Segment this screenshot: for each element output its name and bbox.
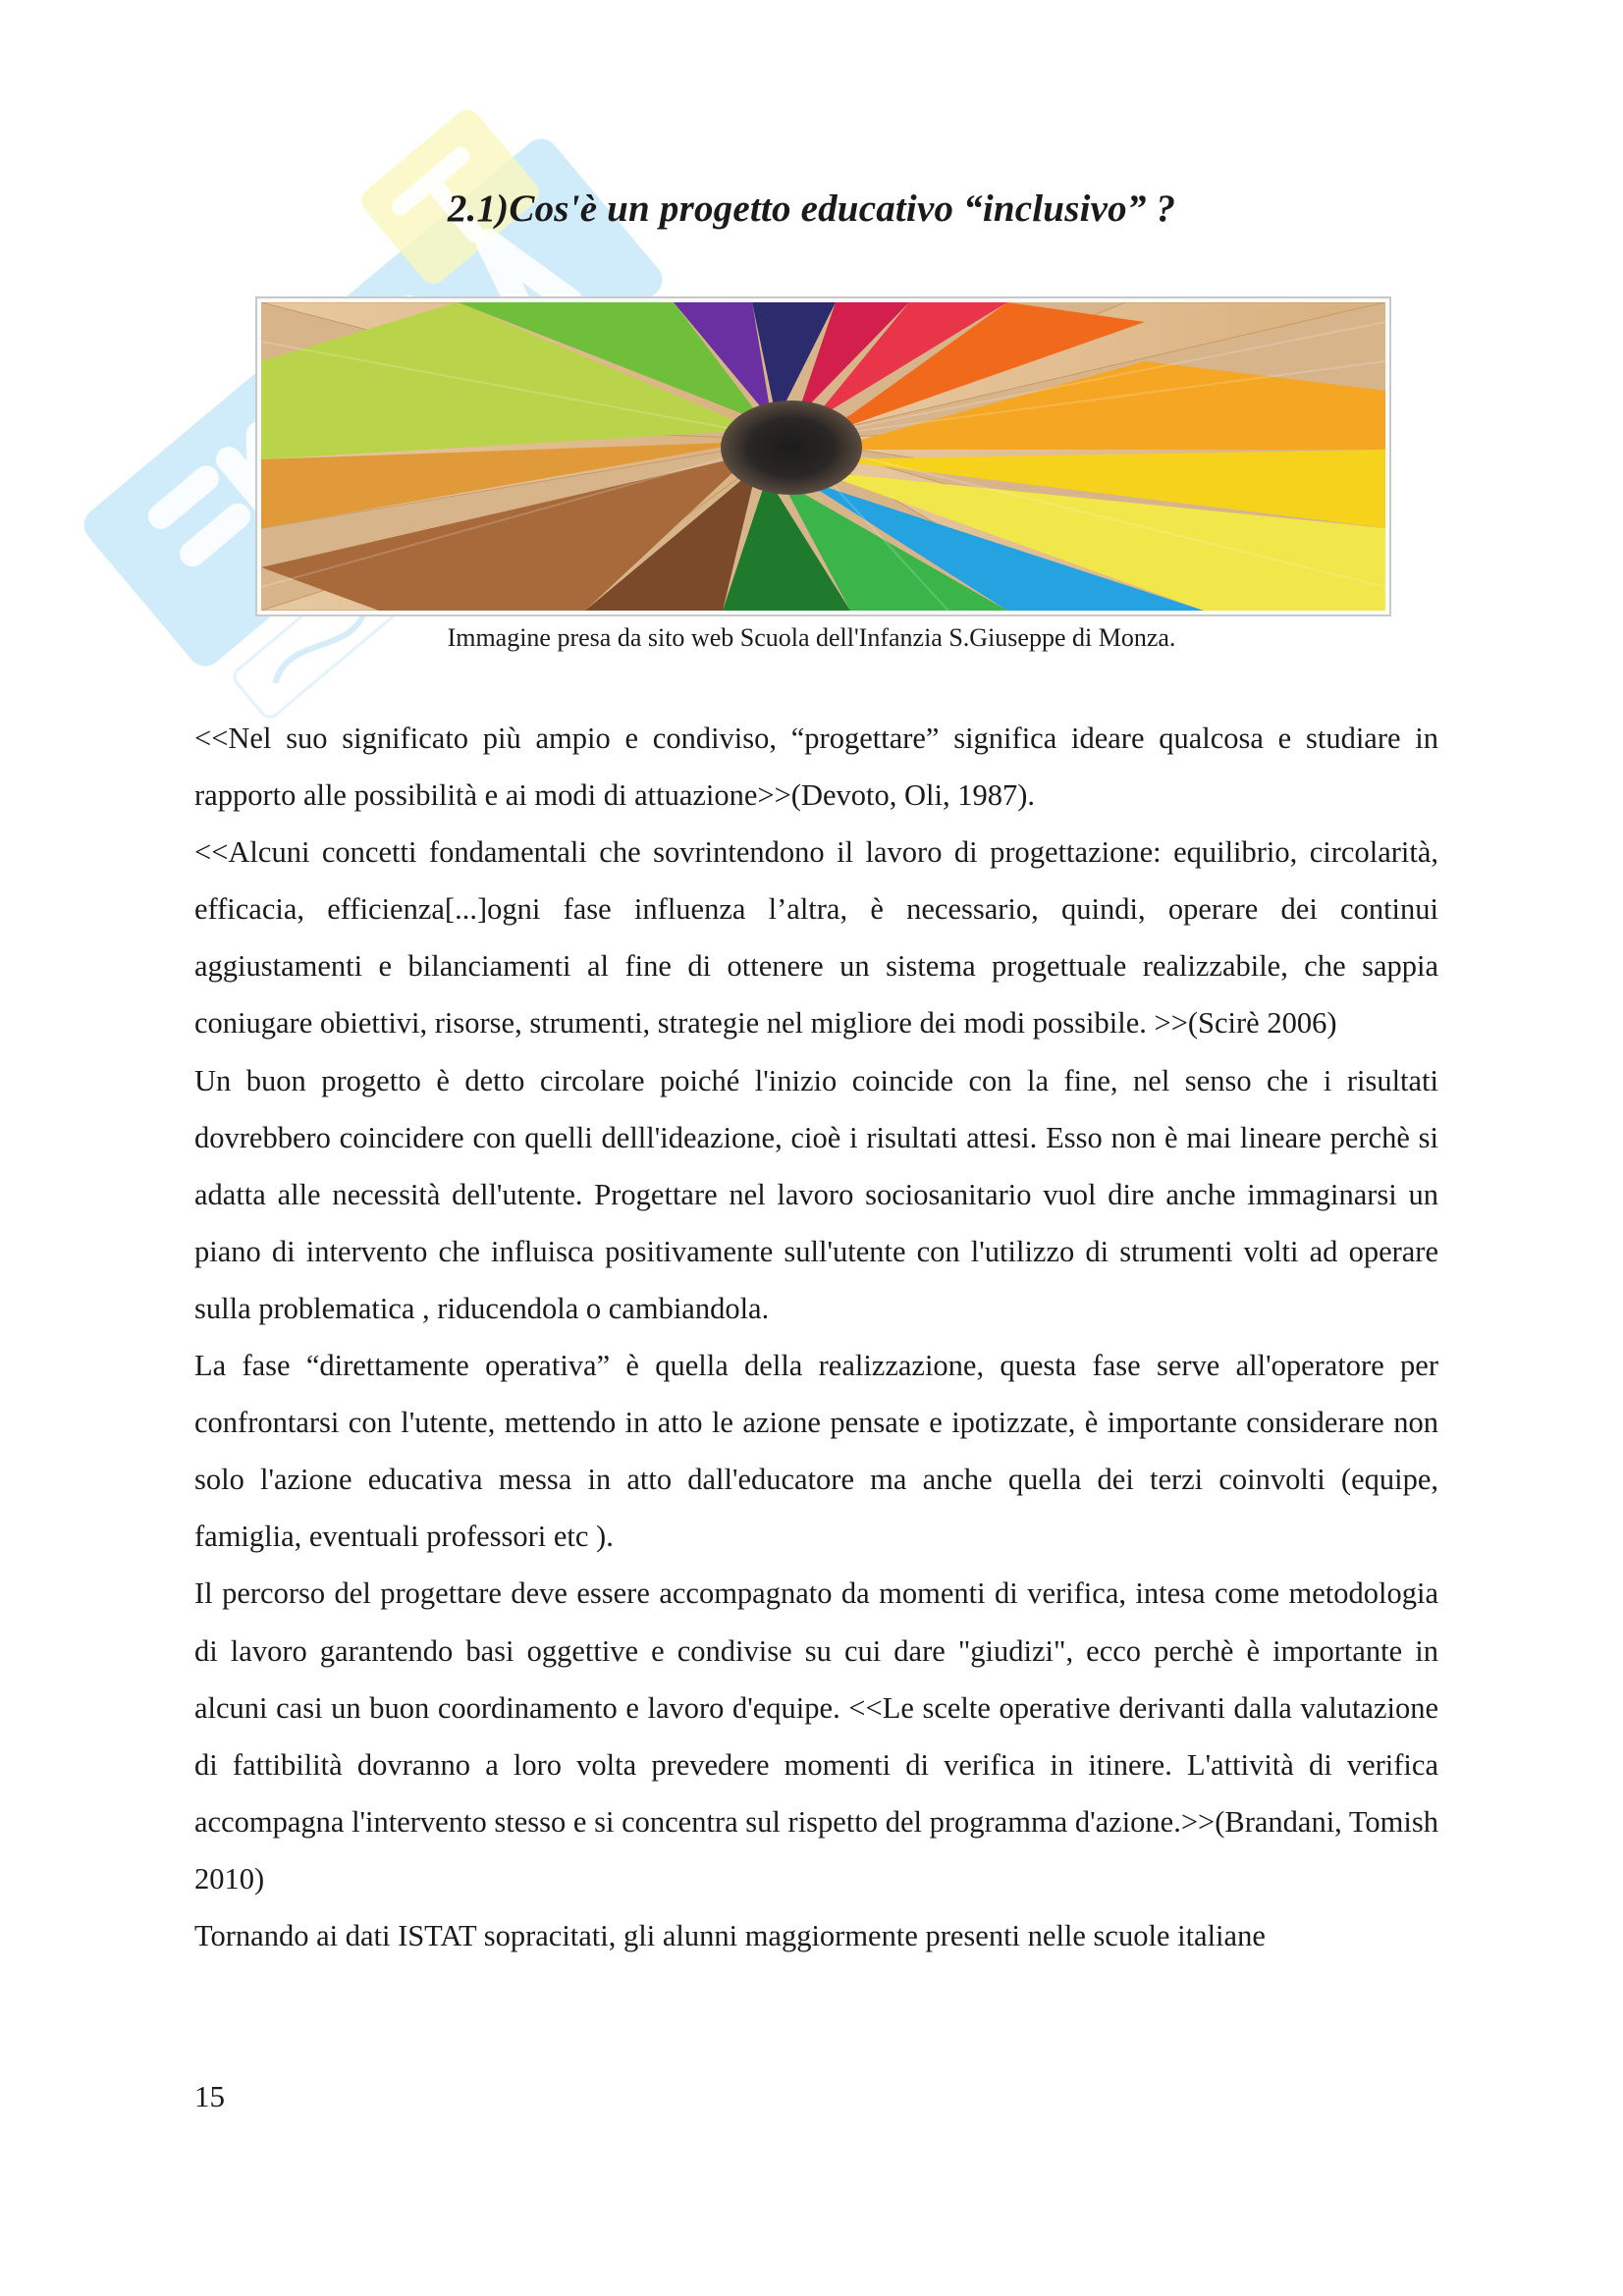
figure-caption: Immagine presa da sito web Scuola dell'Infanzia S.Giuseppe di Monza. [447, 623, 1176, 652]
paragraph: Un buon progetto è detto circolare poiché l'inizio coincide con la fine, nel senso che i risultati dovrebbero coincidere con quelli delll'ideazione, cioè i risultati attesi. Esso non è mai lineare perchè si adatta alle necessità dell'utente. Progettare nel lavoro sociosanitario vuol dire anche immaginarsi un piano di intervento che influisca positivamente sull'utente con l'utilizzo di strumenti volti ad operare sulla problematica , riducendola o cambiandola. [194, 1063, 1438, 1325]
body-text [194, 710, 1438, 1964]
paragraph: Il percorso del progettare deve essere accompagnato da momenti di verifica, intesa come metodologia di lavoro garantendo basi oggettive e condivise su cui dare "giudizi", ecco perchè è importante in alcuni casi un buon coordinamento e lavoro d'equipe. <<Le scelte operative derivanti dalla valutazione di fattibilità dovranno a loro volta prevedere momenti di verifica in itinere. L'attività di verifica accompagna l'intervento stesso e si concentra sul rispetto del programma d'azione.>>(Brandani, Tomish 2010) [194, 1576, 1438, 1896]
page-title: 2.1)Cos'è un progetto educativo “inclusivo” ? [447, 187, 1176, 230]
page-number: 15 [194, 2079, 225, 2113]
paragraph: <<Alcuni concetti fondamentali che sovrintendono il lavoro di progettazione: equilibrio, circolarità, efficacia, efficienza[...]ogni fase influenza l’altra, è necessario, quindi, operare dei continui aggiustamenti e bilanciamenti al fine di ottenere un sistema progettuale realizzabile, che sappia coniugare obiettivi, risorse, strumenti, strategie nel migliore dei modi possibile. >>(Scirè 2006) [194, 835, 1438, 1041]
paragraph: Tornando ai dati ISTAT sopracitati, gli alunni maggiormente presenti nelle scuole italiane [194, 1918, 1266, 1952]
colored-pencils-circle-image [261, 302, 1385, 611]
paragraph: <<Nel suo significato più ampio e condiviso, “progettare” significa ideare qualcosa e studiare in rapporto alle possibilità e ai modi di attuazione>>(Devoto, Oli, 1987). [194, 721, 1438, 813]
figure-image-frame [255, 296, 1391, 616]
paragraph: La fase “direttamente operativa” è quella della realizzazione, questa fase serve all'operatore per confrontarsi con l'utente, mettendo in atto le azione pensate e ipotizzate, è importante considerare non solo l'azione educativa messa in atto dall'educatore ma anche quella dei terzi coinvolti (equipe, famiglia, eventuali professori etc ). [194, 1349, 1438, 1554]
